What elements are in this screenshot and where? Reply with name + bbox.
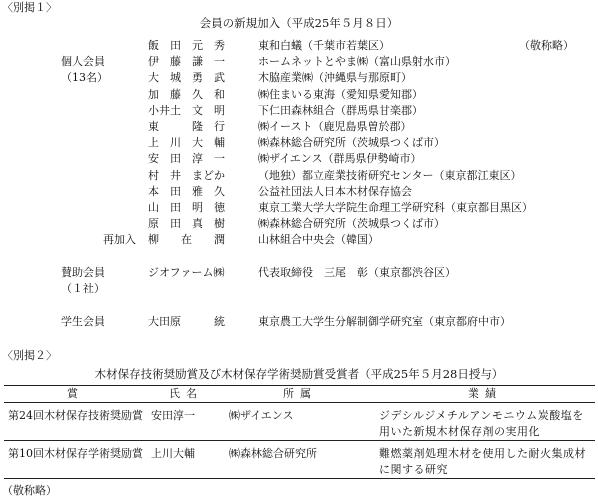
supporting-members-label: 賛助会員 [61, 266, 105, 279]
affiliation-cell: ㈱ザイエンス [225, 403, 375, 441]
new-members-heading: 会員の新規加入（平成25年５月８日） [199, 16, 399, 30]
member-affiliation: （地独）都立産業技術研究センター（東京都江東区） [258, 169, 522, 182]
awards-heading: 木材保存技術奨励賞及び木材保存学術奨励賞受賞者（平成25年５月28日授与） [94, 367, 504, 381]
header-achievement: 業績 [375, 386, 595, 403]
member-affiliation: ㈱森林総合研究所（茨城県つくば市） [258, 136, 445, 149]
award-cell: 第24回木材保存技術奨励賞 [4, 403, 147, 441]
member-name: 伊 藤 謙 一 [148, 55, 225, 68]
rejoin-label: 再加入 [103, 233, 136, 246]
member-affiliation: ㈱住まいる東海（愛知県愛知郡） [258, 88, 423, 101]
section-label-1: 〈別掲１〉 [2, 1, 57, 14]
member-name: 安 田 淳 一 [148, 152, 225, 165]
achievement-cell: ジデシルジメチルアンモニウム炭酸塩を用いた新規木材保存剤の実用化 [375, 403, 595, 441]
member-name: 大 城 勇 武 [148, 71, 225, 84]
footer-honorific-note: （敬称略） [2, 484, 57, 497]
member-name: 柳 在 潤 [148, 233, 225, 246]
name-cell: 安田淳一 [147, 403, 225, 441]
student-members-label: 学生会員 [61, 315, 105, 328]
table-row [4, 441, 595, 479]
member-affiliation: 木脇産業㈱（沖縄県与那原町） [258, 71, 412, 84]
table-row [4, 403, 595, 441]
member-name: 本 田 雅 久 [148, 185, 225, 198]
member-affiliation: ㈱森林総合研究所（茨城県つくば市） [258, 217, 445, 230]
member-name: 原 田 真 樹 [148, 217, 225, 230]
student-member-affiliation: 東京農工大学生分解制御学研究室（東京都府中市） [258, 315, 511, 328]
member-name: 加 藤 久 和 [148, 88, 225, 101]
header-affiliation: 所属 [225, 386, 375, 403]
awards-table [4, 385, 595, 479]
member-name: 飯 田 元 秀 [148, 39, 225, 52]
member-affiliation: ホームネットとやま㈱（富山県射水市） [258, 55, 456, 68]
header-name: 氏名 [147, 386, 225, 403]
member-name: 山 田 明 徳 [148, 201, 225, 214]
member-name: 上 川 大 輔 [148, 136, 225, 149]
name-cell: 上川大輔 [147, 441, 225, 479]
supporting-representative: 代表取締役 三尾 彰（東京都渋谷区） [258, 266, 456, 279]
member-name: 小井土 文 明 [148, 104, 225, 117]
supporting-members-count: （１社） [61, 282, 105, 295]
affiliation-cell: ㈱森林総合研究所 [225, 441, 375, 479]
student-member-name: 大田原 統 [148, 315, 225, 328]
table-header-row [4, 386, 595, 403]
member-affiliation: 東京工業大学大学院生命理工学研究科（東京都目黒区） [258, 201, 533, 214]
member-affiliation: 下仁田森林組合（群馬県甘楽郡） [258, 104, 423, 117]
award-cell: 第10回木材保存学術奨励賞 [4, 441, 147, 479]
individual-members-count: （13名） [61, 71, 108, 84]
achievement-cell: 難燃薬剤処理木材を使用した耐火集成材に関する研究 [375, 441, 595, 479]
supporting-company: ジオファーム㈱ [148, 266, 225, 279]
honorific-note: （敬称略） [519, 39, 574, 52]
header-award: 賞 [4, 386, 147, 403]
section-label-2: 〈別掲２〉 [2, 349, 57, 362]
member-name: 村 井 まどか [148, 169, 225, 182]
member-affiliation: 東和白蟻（千葉市若葉区） [258, 39, 390, 52]
member-affiliation: 公益社団法人日本木材保存協会 [258, 185, 412, 198]
individual-members-label: 個人会員 [61, 55, 105, 68]
member-affiliation: 山林組合中央会（韓国） [258, 233, 379, 246]
member-affiliation: ㈱ザイエンス（群馬県伊勢崎市） [258, 152, 422, 165]
member-name: 東 隆 行 [148, 120, 225, 133]
member-affiliation: ㈱イースト（鹿児島県曽於郡） [258, 120, 412, 133]
